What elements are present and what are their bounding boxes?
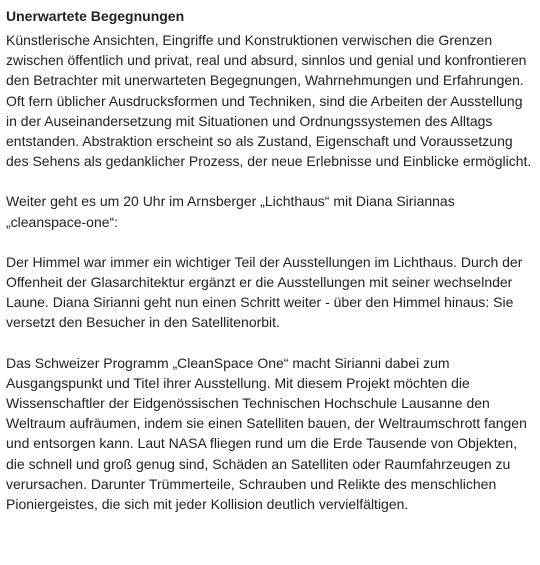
paragraph-cleanspace-one: Das Schweizer Programm „CleanSpace One“ macht Sirianni dabei zum Ausgangspunkt und Titel ihrer Ausstellung. Mit diesem Projekt möchten die Wissenschaftler der Eidgenössischen Technischen Hochschule Lausanne den Weltraum aufräumen, indem sie einen Satelliten bauen, der Weltraumschrott fangen und entsorgen kann. Laut NASA fliegen rund um die Erde Tausende von Objekten, die schnell und groß genug sind, Schäden an Satelliten oder Raumfahrzeugen zu verursachen. Darunter Trümmerteile, Schrauben und Relikte des menschlichen Pioniergeistes, die sich mit jeder Kollision deutlich vervielfältigen. [6,354,527,513]
paragraph-event-announcement: Weiter geht es um 20 Uhr im Arnsberger „Lichthaus“ mit Diana Siriannas „cleanspace-one“: [6,193,455,230]
paragraph-sky-lichthaus: Der Himmel war immer ein wichtiger Teil der Ausstellungen im Lichthaus. Durch der Offenheit der Glasarchitektur ergänzt er die Ausstellungen mit seiner wechselnder Laune. Diana Sirianni geht nun einen Schritt weiter - über den Himmel hinaus: Sie versetzt den Besucher in den Satellitenorbit. [6,253,523,331]
paragraph-intro: Künstlerische Ansichten, Eingriffe und Konstruktionen verwischen die Grenzen zwischen öffentlich und privat, real und absurd, sinnlos und genial und konfrontieren den Betrachter mit unerwarteten Begegnungen, Wahrnehmungen und Erfahrungen. Oft fern üblicher Ausdrucksformen und Techniken, sind die Arbeiten der Ausstellung in der Auseinandersetzung mit Situationen und Ordnungssystemen des Alltags entstanden. Abstraktion erscheint so als Zustand, Eigenschaft und Voraussetzung des Sehens als gedanklicher Prozess, der neue Erlebnisse und Einblicke ermöglicht. [6,32,532,170]
article-title: Unerwartete Begegnungen [6,8,185,24]
